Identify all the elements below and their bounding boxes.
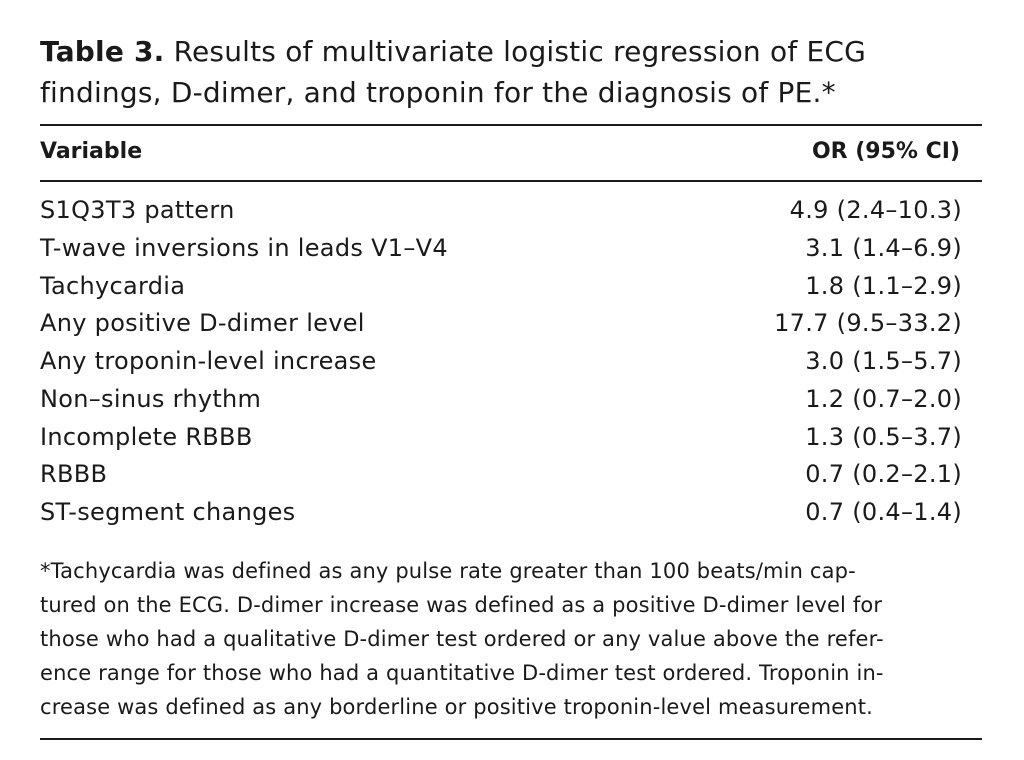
column-header-or: OR (95% CI) [811, 139, 960, 164]
or-cell: 0.7 (0.4–1.4) [805, 498, 962, 526]
variable-cell: Tachycardia [40, 271, 186, 300]
footnote-line: tured on the ECG. D-dimer increase was defined as a positive D-dimer level for [40, 593, 883, 617]
variable-cell: ST-segment changes [40, 498, 296, 526]
table-body [40, 192, 982, 532]
footnote-line: ence range for those who had a quantitative D-dimer test ordered. Troponin in- [40, 661, 884, 685]
or-cell: 0.7 (0.2–2.1) [805, 460, 962, 489]
or-cell: 1.2 (0.7–2.0) [805, 384, 962, 413]
caption-line-1 [40, 31, 990, 72]
header-rule [40, 180, 982, 182]
table-row [40, 456, 982, 494]
variable-cell: S1Q3T3 pattern [40, 196, 235, 224]
table-row [40, 343, 982, 381]
table-header-row [40, 133, 982, 171]
footnote-line: those who had a qualitative D-dimer test ordered or any value above the refer- [40, 627, 884, 651]
or-cell: 17.7 (9.5–33.2) [774, 309, 962, 338]
table-caption [40, 31, 990, 113]
variable-cell: RBBB [40, 460, 108, 489]
table-row [40, 419, 982, 457]
column-header-variable: Variable [40, 139, 143, 164]
caption-line-2: findings, D-dimer, and troponin for the diagnosis of PE.* [40, 76, 836, 109]
table-label: Table 3. [40, 35, 165, 68]
or-cell: 4.9 (2.4–10.3) [789, 196, 962, 224]
table-row [40, 494, 982, 532]
variable-cell: Any positive D-dimer level [40, 309, 365, 338]
table-row [40, 268, 982, 306]
variable-cell: T-wave inversions in leads V1–V4 [40, 233, 448, 262]
top-rule [40, 124, 982, 126]
bottom-rule [40, 738, 982, 740]
table-footnote [40, 554, 990, 724]
variable-cell: Non–sinus rhythm [40, 384, 262, 413]
variable-cell: Any troponin-level increase [40, 347, 377, 375]
or-cell: 1.8 (1.1–2.9) [805, 271, 962, 300]
table-row [40, 230, 982, 268]
footnote-line: crease was defined as any borderline or positive troponin-level measurement. [40, 695, 873, 719]
or-cell: 3.0 (1.5–5.7) [805, 347, 962, 375]
caption-title: Results of multivariate logistic regression of ECG [173, 35, 867, 68]
table-row [40, 381, 982, 419]
or-cell: 1.3 (0.5–3.7) [805, 422, 962, 451]
table-row [40, 305, 982, 343]
footnote-line: *Tachycardia was defined as any pulse rate greater than 100 beats/min cap- [40, 559, 856, 583]
variable-cell: Incomplete RBBB [40, 422, 253, 451]
table-row [40, 192, 982, 230]
or-cell: 3.1 (1.4–6.9) [805, 233, 962, 262]
